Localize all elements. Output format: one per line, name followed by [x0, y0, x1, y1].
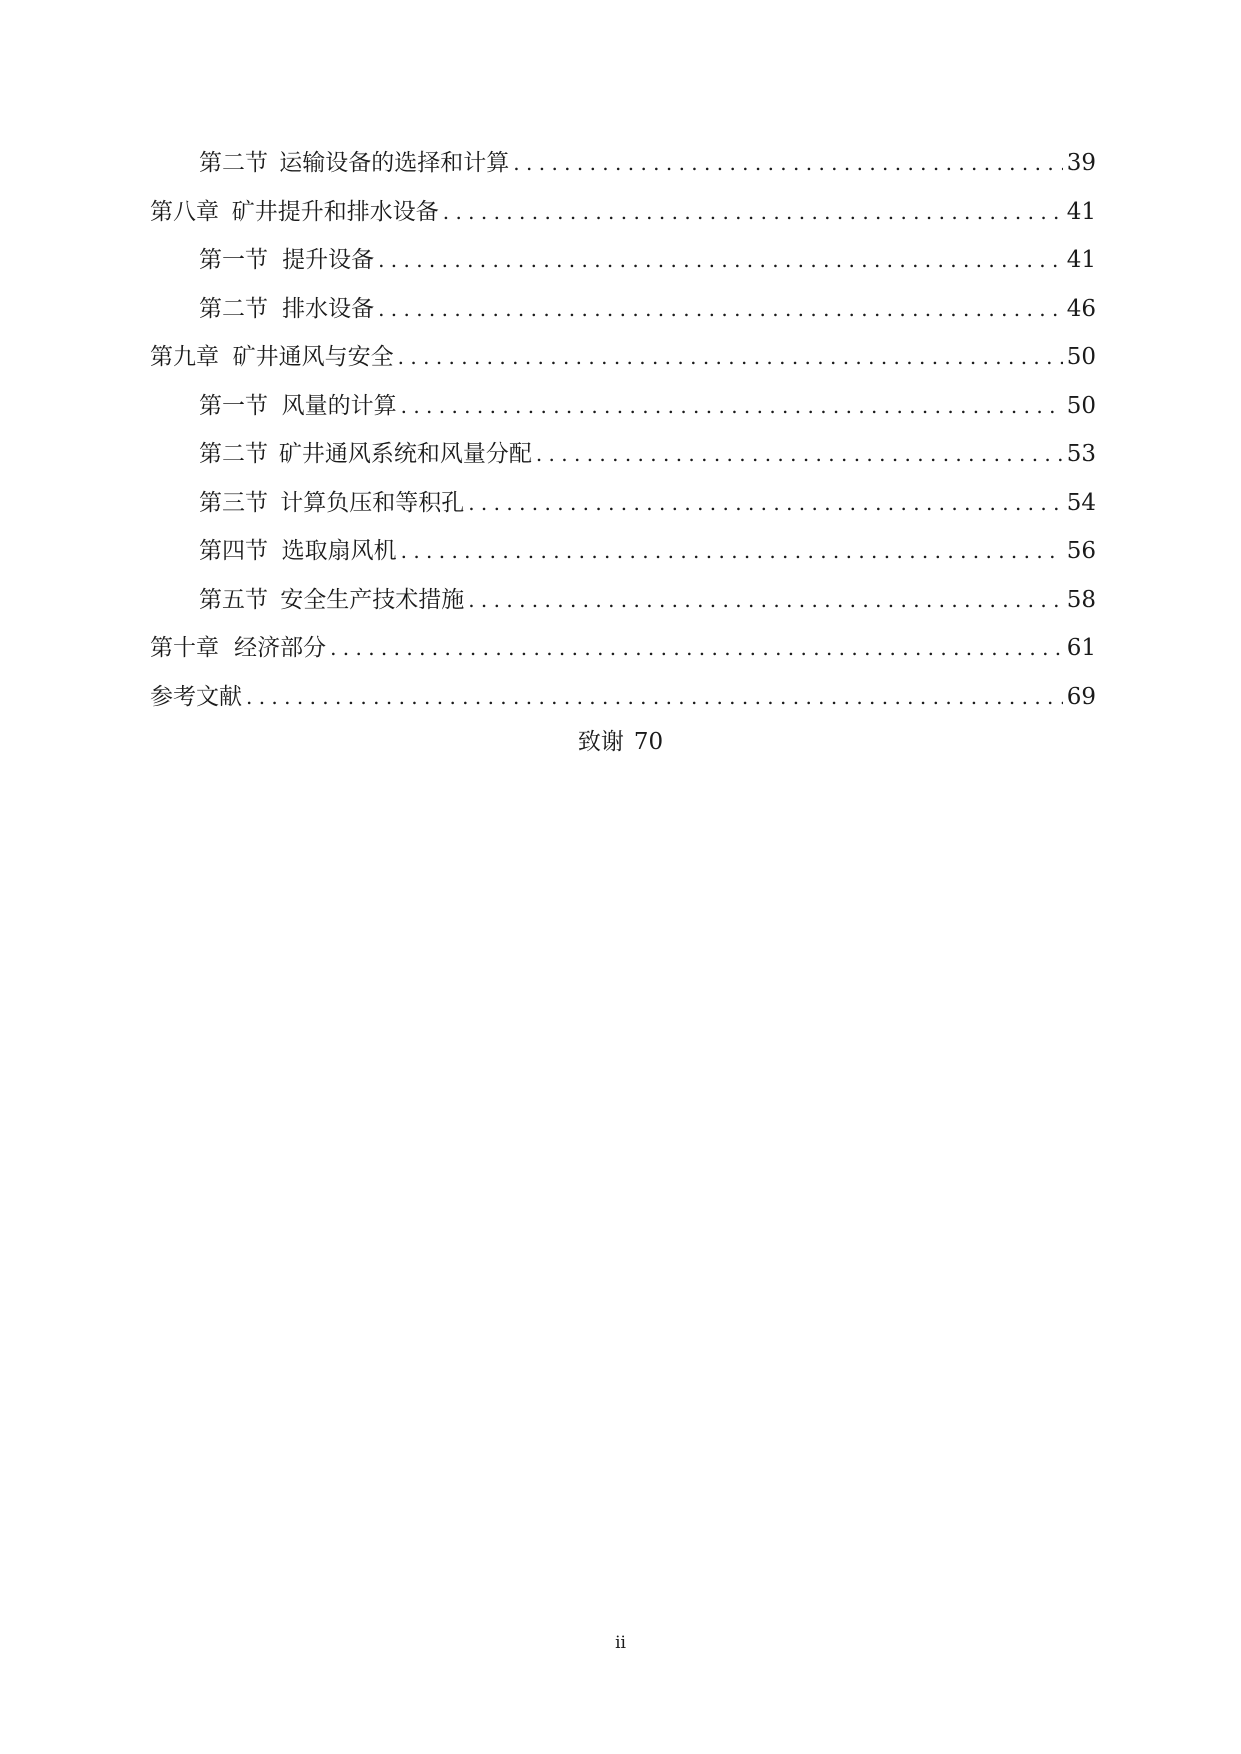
toc-entry[interactable]: [199, 148, 1096, 178]
toc-entry-title: 运输设备的选择和计算: [279, 150, 510, 176]
toc-dot-leader: [536, 439, 1063, 469]
toc-dot-leader: [401, 536, 1063, 566]
toc-entry-page: 61: [1066, 635, 1096, 661]
toc-entry[interactable]: [150, 682, 1096, 712]
toc-entry-title: 选取扇风机: [281, 538, 397, 564]
toc-entry-label: 第一节: [199, 393, 268, 419]
toc-entry[interactable]: [199, 488, 1096, 518]
acknowledgement-page: 70: [633, 729, 664, 755]
toc-entry-label: 第九章: [150, 344, 219, 370]
toc-entry-page: 69: [1066, 684, 1096, 710]
toc-entry-page: 41: [1066, 199, 1096, 225]
toc-entry-label: 第五节: [199, 587, 268, 613]
page-number: ii: [615, 1633, 626, 1653]
toc-entry-page: 54: [1066, 490, 1096, 516]
toc-entry-title: 计算负压和等积孔: [280, 490, 465, 516]
toc-entry[interactable]: [199, 536, 1096, 566]
toc-dot-leader: [468, 488, 1063, 518]
toc-entry-page: 58: [1066, 587, 1096, 613]
toc-dot-leader: [398, 342, 1063, 372]
toc-entry-label: 第十章: [150, 635, 219, 661]
toc-entry[interactable]: [199, 294, 1096, 324]
toc-entry-label: 第三节: [199, 490, 268, 516]
toc-entry-page: 41: [1066, 247, 1096, 273]
toc-entry-title: 矿井提升和排水设备: [231, 199, 439, 225]
toc-entry-page: 46: [1066, 296, 1096, 322]
toc-entry[interactable]: [199, 585, 1096, 615]
toc-entry[interactable]: [199, 439, 1096, 469]
toc-acknowledgement-entry[interactable]: [0, 727, 1241, 757]
toc-entry-page: 56: [1066, 538, 1096, 564]
toc-entry[interactable]: [199, 391, 1096, 421]
toc-entry-title: 提升设备: [282, 247, 375, 273]
toc-entry-title: 安全生产技术措施: [280, 587, 465, 613]
toc-dot-leader: [246, 682, 1063, 712]
toc-entry[interactable]: [150, 342, 1096, 372]
toc-dot-leader: [401, 391, 1063, 421]
toc-dot-leader: [513, 148, 1062, 178]
toc-entry[interactable]: [150, 633, 1096, 663]
toc-entry-title: 参考文献: [150, 684, 242, 710]
toc-entry-label: 第二节: [199, 441, 268, 467]
toc-entry-title: 风量的计算: [281, 393, 397, 419]
toc-entry-title: 经济部分: [234, 635, 327, 661]
toc-entry-label: 第八章: [150, 199, 219, 225]
toc-entry-label: 第二节: [199, 296, 268, 322]
toc-entry-page: 39: [1066, 150, 1096, 176]
toc-entry[interactable]: [199, 245, 1096, 275]
toc-dot-leader: [468, 585, 1063, 615]
toc-entry-label: 第四节: [199, 538, 268, 564]
toc-entry-label: 第一节: [199, 247, 268, 273]
toc-entry[interactable]: [150, 197, 1096, 227]
toc-dot-leader: [330, 633, 1063, 663]
toc-entry-page: 50: [1066, 393, 1096, 419]
toc-dot-leader: [378, 294, 1063, 324]
toc-entry-title: 排水设备: [282, 296, 375, 322]
toc-entry-label: 第二节: [199, 150, 268, 176]
toc-dot-leader: [443, 197, 1063, 227]
toc-entry-page: 50: [1066, 344, 1096, 370]
toc-dot-leader: [378, 245, 1063, 275]
toc-entry-page: 53: [1066, 441, 1096, 467]
toc-entry-title: 矿井通风系统和风量分配: [278, 441, 532, 467]
acknowledgement-title: 致谢: [577, 729, 624, 755]
toc-entry-title: 矿井通风与安全: [232, 344, 394, 370]
